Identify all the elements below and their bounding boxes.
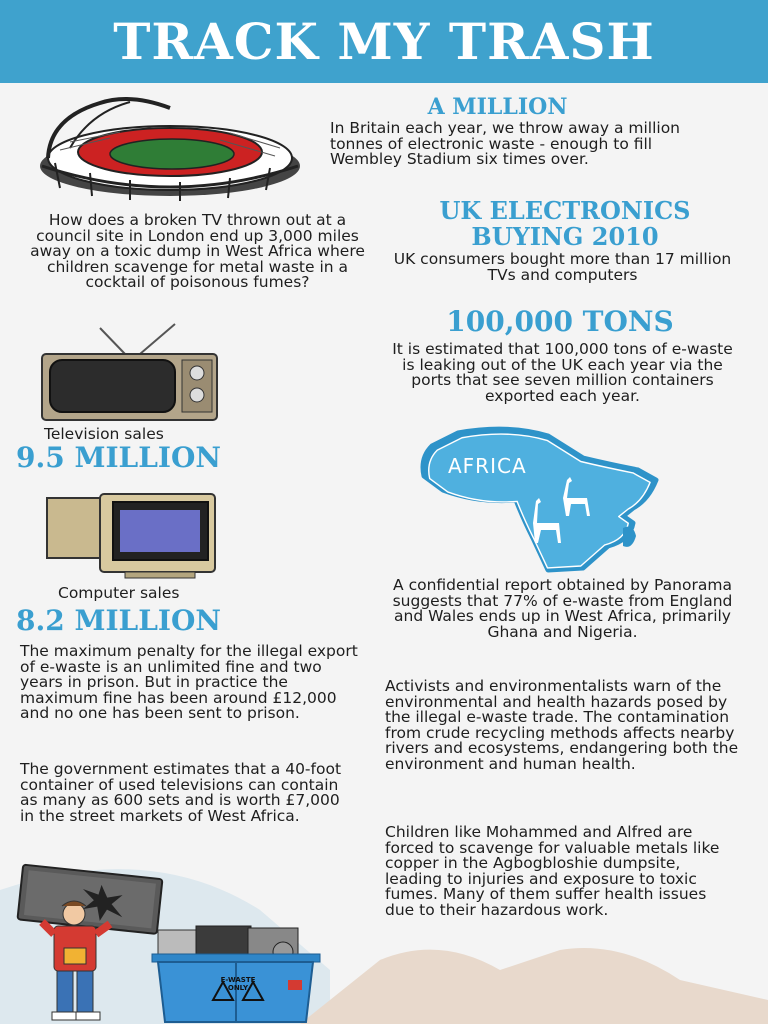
stadium-icon bbox=[30, 88, 305, 203]
vintage-tv-icon bbox=[40, 320, 220, 422]
uk-buying-heading-1: UK ELECTRONICS bbox=[439, 196, 691, 225]
computer-sales-value: 8.2 MILLION bbox=[16, 604, 222, 637]
million-text: In Britain each year, we throw away a million tonnes of electronic waste - enough to fill Wembley Stadium six times over. bbox=[330, 119, 680, 169]
africa-map-label: AFRICA bbox=[448, 454, 527, 478]
page-title: TRACK MY TRASH bbox=[113, 12, 655, 71]
children-text: Children like Mohammed and Alfred are forced to scavenge for valuable metals like copper in the Agbogbloshie dumpsite, leading to injuries and exposure to toxic fumes. Many of them suffer health issues due to their hazardous work. bbox=[385, 823, 720, 919]
tv-sales-label: Television sales bbox=[44, 425, 164, 443]
retro-computer-icon bbox=[45, 492, 220, 580]
tons-heading: 100,000 TONS bbox=[446, 305, 674, 338]
bin-label-1: E-WASTE bbox=[220, 976, 256, 984]
computer-sales-label: Computer sales bbox=[58, 584, 180, 602]
africa-map-icon bbox=[418, 428, 663, 573]
report-text: A confidential report obtained by Panorama suggests that 77% of e-waste from England and Wales ends up in West Africa, primarily Ghana and Nigeria. bbox=[392, 576, 733, 641]
uk-buying-text: UK consumers bought more than 17 million TVs and computers bbox=[393, 250, 732, 284]
container-text: The government estimates that a 40-foot container of used televisions can contain as many as 600 sets and is worth £7,000 in the street markets of West Africa. bbox=[20, 760, 342, 825]
intro-question: How does a broken TV thrown out at a council site in London end up 3,000 miles away on a toxic dump in West Africa where children scavenge for metal waste in a cocktail of poisonous fumes? bbox=[30, 211, 365, 292]
ewaste-bin-icon bbox=[148, 922, 323, 1024]
activists-text: Activists and environmentalists warn of the environmental and health hazards posed by the illegal e-waste trade. The contamination from crude recycling methods affects nearby rivers and ecosystems, endangering both the environment and human health. bbox=[385, 677, 739, 773]
million-heading: A MILLION bbox=[427, 94, 568, 120]
tv-sales-value: 9.5 MILLION bbox=[16, 441, 222, 474]
tons-text: It is estimated that 100,000 tons of e-waste is leaking out of the UK each year via the ports that see seven million containers exported each year. bbox=[392, 340, 733, 405]
uk-buying-heading-2: BUYING 2010 bbox=[471, 222, 659, 251]
bin-label-2: ONLY bbox=[227, 984, 249, 992]
penalty-text: The maximum penalty for the illegal export of e-waste is an unlimited fine and two years in prison. But in practice the maximum fine has been around £12,000 and no one has been sent to prison. bbox=[20, 642, 358, 723]
broken-tv-person-icon bbox=[12, 864, 167, 1024]
